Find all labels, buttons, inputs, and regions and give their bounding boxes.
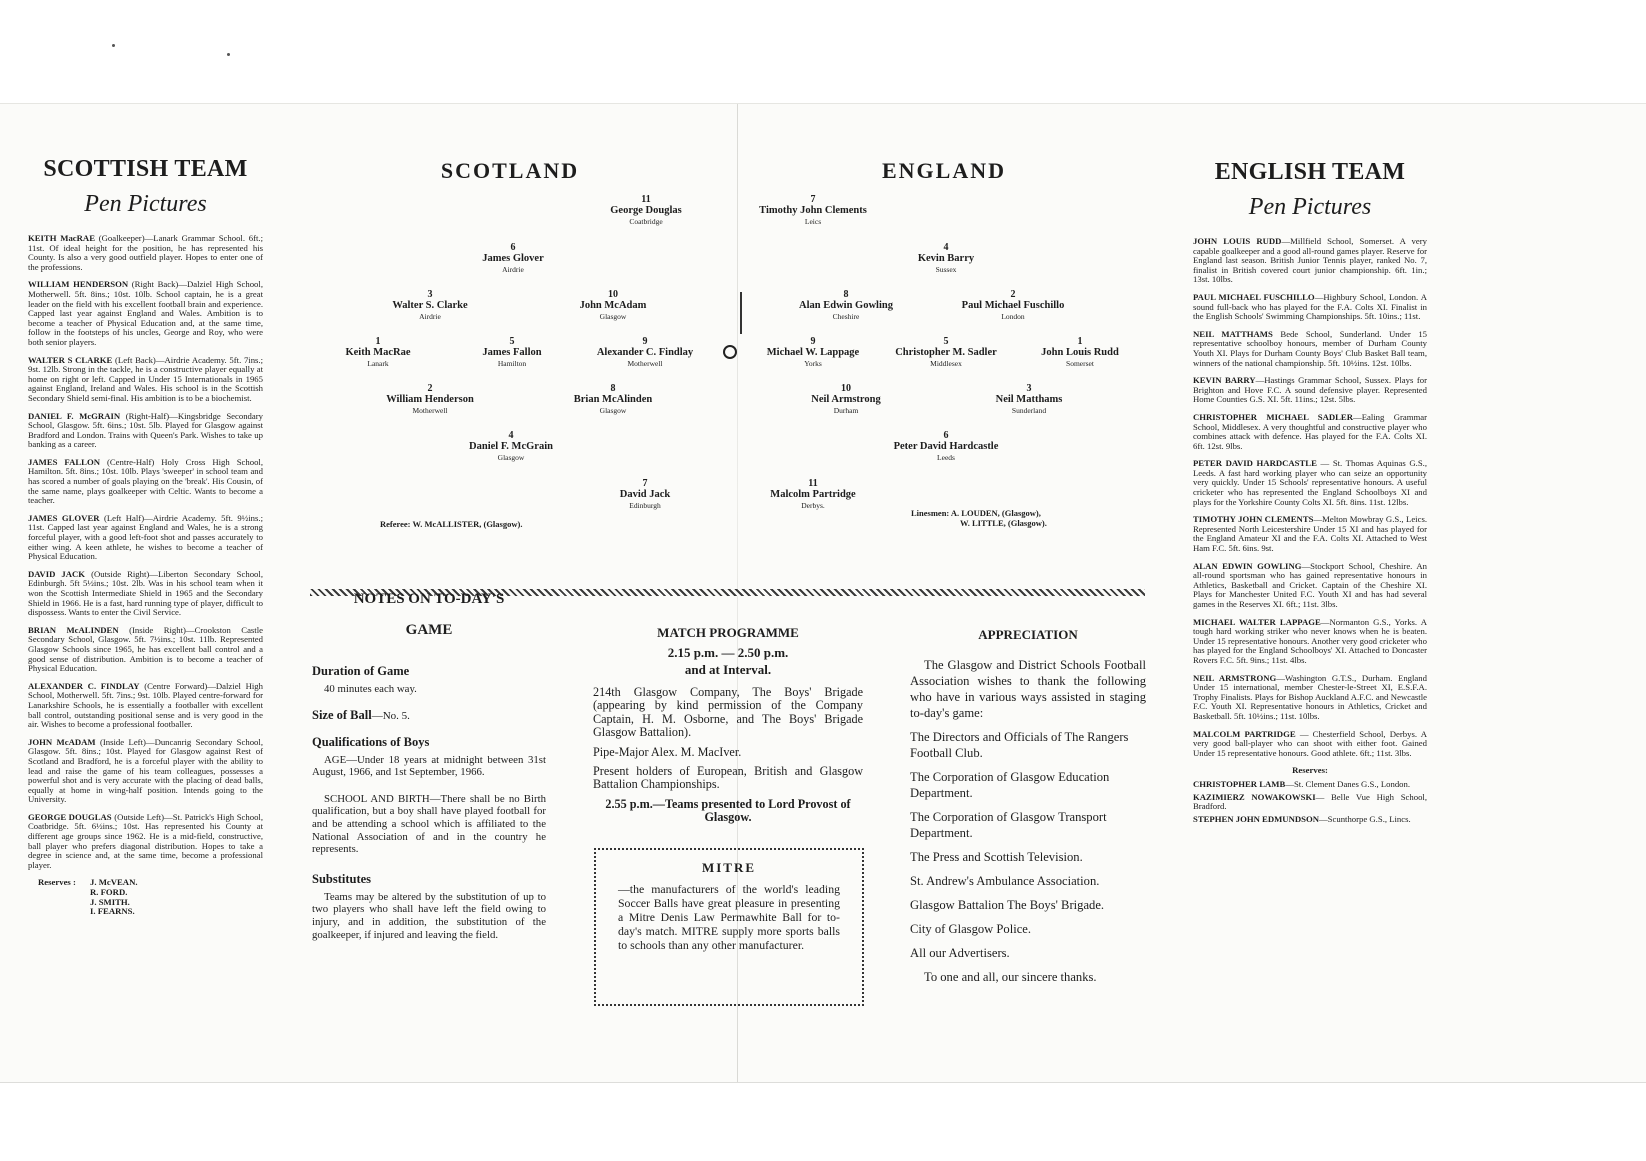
linesmen: Linesmen: A. LOUDEN, (Glasgow), W. LITTLE, (Glasgow). [911,508,1047,528]
pen-picture: BRIAN McALINDEN (Inside Right)—Crookston Castle Secondary School, Glasgow. 5ft. 7½ins.; 10st. 11lb. Represented Glasgow Schools since 1965, he has excellent ball control and a good sense of distribution. Ambition is to become a teacher of Physical Education. [28,624,263,674]
scotland-player: 10 John McAdam Glasgow [579,289,647,321]
english-team-column [1193,159,1427,827]
scotland-player: 8 Brian McAlinden Glasgow [573,383,653,415]
pen-picture: NEIL ARMSTRONG—Washington G.T.S., Durham. England Under 15 international, member Chester-le-Street XI, E.S.F.A. Trophy Finalists. Plays for Bishop Auckland A.F.C. and Newcastle F.C. Youth XI. Representative honours in Athletics, Cricket and Basketball. 5ft. 10½ins.; 11st. 10lbs. [1193,672,1427,721]
substitutes-text: Teams may be altered by the substitution of up to two players who shall have left the field owing to injury, and in addition, the substitution of the goalkeeper, if injured and leaving the field. [312,890,546,941]
appreciation-intro: The Glasgow and District Schools Football Association wishes to thank the following who have in various ways assisted in staging to-day's game: [910,658,1146,720]
programme-band: 214th Glasgow Company, The Boys' Brigade (appearing by kind permission of the Company Captain, H. M. Osborne, and The Boys' Brigade Glasgow Battalion). [593,685,863,740]
pen-picture: CHRISTOPHER MICHAEL SADLER—Ealing Grammar School, Middlesex. A very thoughtful and constructive player who combines attack with defence. Has played for the F.A. Colts XI. 6ft. 12st. 9lbs. [1193,411,1428,451]
pen-picture: WALTER S CLARKE (Left Back)—Airdrie Academy. 5ft. 7ins.; 9st. 12lb. Strong in the tackle, he is a constructive player equally at home on right or left. Capped in Under 15 Internationals in 1965 against England, Ireland and Wales. His school is in the Scottish Secondary Shield semi-final. His ambition is to be a biochemist. [28,354,264,403]
programme-title: MATCH PROGRAMME [657,625,799,640]
pen-picture: KEVIN BARRY—Hastings Grammar School, Sussex. Plays for Brighton and Hove F.C. A sound defensive player. Represented Home Counties G.S. XI. 5ft. 11ins.; 12st. 5lbs. [1193,375,1427,405]
ink-speck [227,53,230,56]
pen-picture: TIMOTHY JOHN CLEMENTS—Melton Mowbray G.S., Leics. Represented North Leicestershire Under 15 XI and has played for the England Amateur XI and the F.A. Colts XI. Attached to West Ham F.C. 5ft. 6ins. 9st. [1193,514,1427,554]
england-player: 8 Alan Edwin Gowling Cheshire [799,289,893,321]
programme-column [593,624,863,825]
notes-title-1: NOTES ON TO-DAY'S [353,591,505,607]
substitutes-heading: Substitutes [312,871,372,886]
pen-picture: JAMES GLOVER (Left Half)—Airdrie Academy. 5ft. 9½ins.; 11st. Capped last year against England and Wales, he is a strong forceful player, with a good left-foot shot and passes accurately to either wing. A keen athlete, he wishes to become a teacher of Physical Education. [28,512,263,562]
programme-holders: Present holders of European, British and Glasgow Battalion Championships. [593,764,863,792]
pen-picture: JOHN McADAM (Inside Left)—Duncanrig Secondary School, Glasgow. 5ft. 8ins.; 10st. Played for Glasgow against Rest of Scotland and Bradford, he is a forceful player with the ability to lead and raise the game of his team colleagues, possesses a powerful shot and is very accurate with the placing of dead balls, equally at home in wing-half position. Intends going to the University. [28,736,263,805]
english-reserves-label: Reserves: [1292,765,1328,776]
england-player: 3 Neil Matthams Sunderland [995,383,1063,415]
england-player: 11 Malcolm Partridge Derbys. [770,478,856,510]
age-rule: AGE—Under 18 years at midnight between 31st August, 1966, and 1st September, 1966. [312,753,546,779]
scotland-player: 6 James Glover Airdrie [482,242,544,274]
england-player: 2 Paul Michael Fuschillo London [961,289,1065,321]
england-player: 10 Neil Armstrong Durham [811,383,881,415]
pen-picture: MALCOLM PARTRIDGE — Chesterfield School, Derbys. A very good ball-player who can shoot with either foot. Gained Under 15 representative honours. Good athlete. 6ft.; 11st. 3lbs. [1193,728,1427,758]
notes-title-2: GAME [405,622,453,638]
english-reserve: KAZIMIERZ NOWAKOWSKI— Belle Vue High School, Bradford. [1193,791,1428,812]
appreciation-item: The Directors and Officials of The Rangers Football Club. [910,730,1129,760]
notes-column [312,584,546,941]
appreciation-closing: To one and all, our sincere thanks. [924,970,1097,984]
reserve-player: J. McVEAN. [90,877,138,888]
programme-pipe-major: Pipe-Major Alex. M. MacIver. [593,744,742,759]
programme-sheet [0,103,1646,1083]
pen-picture: ALAN EDWIN GOWLING—Stockport School, Cheshire. An all-round sportsman who has gained representative honours in Athletics, Basketball and Cricket. Captain of the Cheshire XI. Plays for Manchester United F.C. Youth XI and has had several games in the Reserves XI. 6ft.; 11st. 3lbs. [1193,560,1428,609]
mitre-title: MITRE [701,860,757,875]
duration-text: 40 minutes each way. [324,683,417,695]
appreciation-item: St. Andrew's Ambulance Association. [910,874,1100,888]
scotland-heading: SCOTLAND [440,158,580,183]
english-team-subtitle: Pen Pictures [1248,194,1372,220]
scottish-reserves [28,878,263,916]
pen-picture: DANIEL F. McGRAIN (Right-Half)—Kingsbridge Secondary School, Glasgow. 5ft. 6ins.; 10st. 5lb. Played for Glasgow against Bradford and London. Trains with Queen's Park. Wishes to take up banking as a career. [28,410,263,450]
england-player: 5 Christopher M. Sadler Middlesex [895,336,997,368]
reserve-player: I. FEARNS. [90,906,135,917]
pen-picture: MICHAEL WALTER LAPPAGE—Normanton G.S., Yorks. A tough hard working striker who never knows when he is beaten. Under 15 representative honours. Another very good cricketer who has played for the England Schoolboys' XI. Attached to Doncaster Rovers F.C. 5ft. 9ins.; 11st. 4lbs. [1193,616,1427,665]
scotland-player: 9 Alexander C. Findlay Motherwell [596,336,694,368]
scotland-player: 7 David Jack Edinburgh [619,478,671,510]
appreciation-item: Glasgow Battalion The Boys' Brigade. [910,898,1105,912]
reserves-label: Reserves : [38,877,76,888]
pen-picture: JAMES FALLON (Centre-Half) Holy Cross High School, Hamilton. 5ft. 8ins.; 10st. 10lb. Plays 'sweeper' in school team and has scored a number of goals playing on the 'break'. His Cousin, of the same name, plays goalkeeper with Celtic. Wants to become a teacher. [28,456,264,506]
appreciation-column [910,626,1146,993]
ball-size: Size of Ball—No. 5. [312,707,410,722]
mitre-advert [594,848,864,1006]
appreciation-item: The Corporation of Glasgow Transport Department. [910,810,1107,840]
english-team-title: ENGLISH TEAM [1214,159,1406,185]
scotland-player: 11 George Douglas Coatbridge [610,194,682,226]
england-player: 4 Kevin Barry Sussex [917,242,975,274]
pen-picture: ALEXANDER C. FINDLAY (Centre Forward)—Dalziel High School, Motherwell. 5ft. 7ins.; 9st. 10lb. Played centre-forward for Lanarkshire Schools, he is essentially a footballer with excellent ball control, outstanding positional sense and is very good in the air. Wishes to become a professional footballer. [28,680,263,730]
duration-heading: Duration of Game [312,664,410,678]
scotland-player: 3 Walter S. Clarke Airdrie [392,289,468,321]
qualifications-heading: Qualifications of Boys [312,734,430,749]
england-player: 9 Michael W. Lappage Yorks [766,336,860,368]
referee: Referee: W. McALLISTER, (Glasgow). [380,519,523,529]
programme-time: 2.15 p.m. — 2.50 p.m. [667,645,789,660]
programme-presentation: 2.55 p.m.—Teams presented to Lord Provost of Glasgow. [605,796,851,825]
scottish-team-subtitle: Pen Pictures [84,191,207,217]
scottish-team-column [28,156,263,917]
pen-picture: WILLIAM HENDERSON (Right Back)—Dalziel High School, Motherwell. 5ft. 8ins.; 10st. 10lb. School captain, he is a great leader on the field with his excellent football brain and experience. Capped last year against England and Wales. Ambition is to become a teacher of Physical Education and, at the same time, follow in the footsteps of his uncles, George and Roy, who were both senior players. [28,279,263,347]
england-player: 1 John Louis Rudd Somerset [1041,336,1119,368]
mitre-text: —the manufacturers of the world's leading Soccer Balls have great pleasure in presenting a Mitre Denis Law Permawhite Ball for to-day's match. MITRE supply more sports balls to schools than any other manufacturer. [618,882,840,952]
appreciation-item: The Corporation of Glasgow Education Department. [910,770,1110,800]
scotland-player: 4 Daniel F. McGrain Glasgow [469,430,553,462]
english-reserve: STEPHEN JOHN EDMUNDSON—Scunthorpe G.S., Lincs. [1193,813,1411,824]
pen-picture: PAUL MICHAEL FUSCHILLO—Highbury School, London. A sound full-back who has played for the F.A. Colts XI. Finalist in the English Schools' Swimming Championships. 5ft. 10ins.; 11st. [1193,291,1427,322]
scotland-player: 2 William Henderson Motherwell [386,383,474,415]
scotland-player: 1 Keith MacRae Lanark [345,336,411,368]
scotland-player: 5 James Fallon Hamilton [482,336,542,368]
school-rule: SCHOOL AND BIRTH—There shall be no Birth qualification, but a boy shall have played football for and be attending a school which is affiliated to the National Association of and in the country he represents. [312,792,546,856]
pen-picture: GEORGE DOUGLAS (Outside Left)—St. Patrick's High School, Coatbridge. 5ft. 6½ins.; 10st. Has represented his County at different age groups since 1962. He is a mid-field, constructive, ball player who prefers diagonal distribution. Hopes to take a degree in science and, at the same time, become a professional player. [28,811,263,870]
reserve-player: R. FORD. [90,887,128,898]
fold-mark [740,292,742,334]
appreciation-item: All our Advertisers. [910,946,1010,960]
pen-picture: JOHN LOUIS RUDD—Millfield School, Somerset. A very capable goalkeeper and a good all-round games player. Reserve for England last season. British Junior Tennis player, ranked No. 7, finalist in British covered court junior championship. 6ft. 1in.; 13st. 10lbs. [1193,236,1427,285]
scottish-team-title: SCOTTISH TEAM [43,156,248,182]
scottish-pen-pictures [28,234,263,870]
pen-picture: DAVID JACK (Outside Right)—Liberton Secondary School, Edinburgh. 5ft 5½ins.; 10st. 2lb. Was in his school team when it won the Scottish Intermediate Shield in 1965 and the Secondary Shield in 1966. He is a fast, hard running type of player, difficult to dispossess. Wants to enter the Civil Service. [28,568,263,618]
appreciation-item: The Press and Scottish Television. [910,850,1083,864]
programme-interval: and at Interval. [684,662,772,677]
england-player: 7 Timothy John Clements Leics [759,194,867,226]
england-heading: ENGLAND [881,158,1006,183]
ink-speck [112,44,115,47]
appreciation-item: City of Glasgow Police. [910,922,1032,936]
english-pen-pictures [1193,237,1427,758]
reserve-player: J. SMITH. [90,896,130,907]
pen-picture: KEITH MacRAE (Goalkeeper)—Lanark Grammar School. 6ft.; 11st. Of ideal height for the position, he has represented his County. Is also a very good outfield player. Hopes to enter one of the professions. [28,233,263,272]
pen-picture: NEIL MATTHAMS Bede School, Sunderland. Under 15 representative schoolboy honours, member of Durham County Youth XI. Plays for Durham County Boys' Club Basket Ball team, winners of the national championship. 5ft. 10½ins. 12st. 10lbs. [1193,328,1428,368]
pen-picture: PETER DAVID HARDCASTLE — St. Thomas Aquinas G.S., Leeds. A fast hard working player who can seize an opportunity very quickly. Under 15 Schools' representative honours. A useful cricketer who has represented the England Schoolboys XI and plays for the Yorkshire County Colts XI. 5ft. 8ins. 11st. 12lbs. [1193,458,1427,507]
appreciation-title: APPRECIATION [978,627,1078,642]
english-reserve: CHRISTOPHER LAMB—St. Clement Danes G.S., London. [1193,778,1411,789]
england-player: 6 Peter David Hardcastle Leeds [893,430,999,462]
